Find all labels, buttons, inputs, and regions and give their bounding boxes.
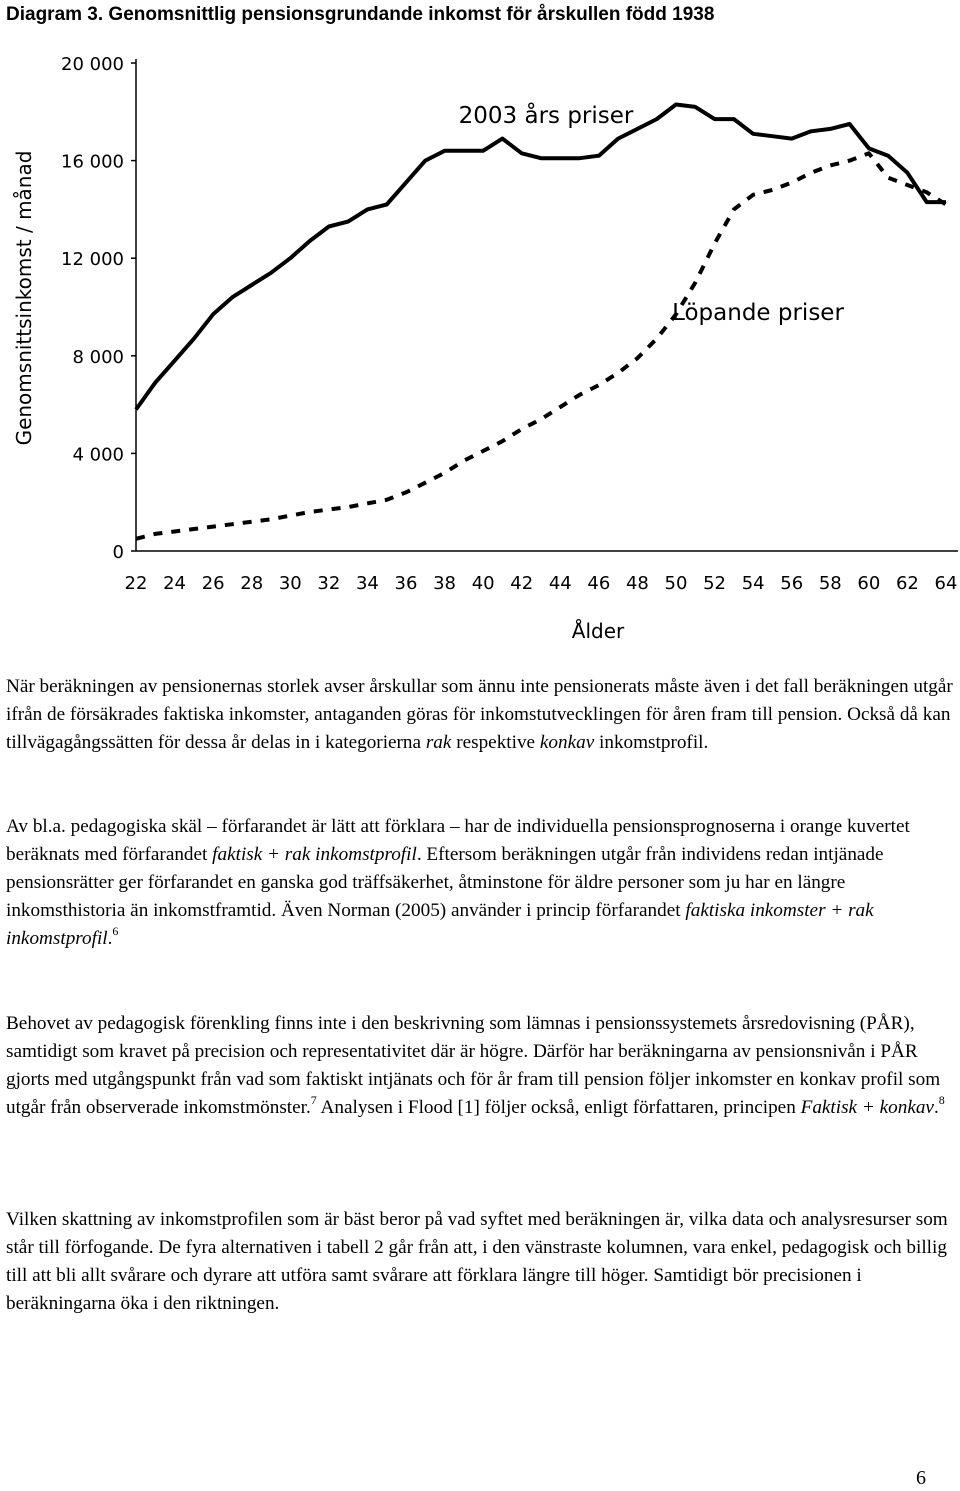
x-tick-label: 30 <box>278 573 302 594</box>
x-tick-label: 52 <box>703 573 727 594</box>
p2-emphasis-2: faktiska inkomster + rak inkomstprofil <box>6 900 874 949</box>
x-axis-label: Ålder <box>571 619 625 643</box>
series-label-current-prices: Löpande priser <box>672 300 844 326</box>
y-tick-label: 20 000 <box>61 54 124 75</box>
p1-emphasis-rak: rak <box>425 732 452 753</box>
x-tick-label: 36 <box>394 573 418 594</box>
y-tick-label: 12 000 <box>61 249 124 271</box>
p3-text-3: . <box>933 1097 939 1118</box>
x-tick-label: 38 <box>433 573 457 594</box>
p1-emphasis-konkav: konkav <box>539 732 595 753</box>
y-tick-label: 8 000 <box>72 346 124 368</box>
x-tick-label: 50 <box>664 573 688 594</box>
figure-caption: Diagram 3. Genomsnittlig pensionsgrundande inkomst för årskullen född 1938 <box>6 4 715 25</box>
x-tick-label: 24 <box>163 573 187 594</box>
series-line-current-prices <box>136 153 946 539</box>
footnote-ref-7: 7 <box>310 1092 317 1107</box>
x-tick-label: 60 <box>857 573 881 594</box>
y-axis-label: Genomsnittsinkomst / månad <box>12 150 36 446</box>
x-tick-label: 56 <box>780 573 804 594</box>
x-tick-label: 54 <box>741 573 765 594</box>
x-tick-label: 44 <box>548 573 572 594</box>
footnote-ref-6: 6 <box>112 923 119 938</box>
x-tick-label: 58 <box>818 573 842 594</box>
x-tick-label: 28 <box>240 573 264 594</box>
x-tick-label: 22 <box>124 573 148 594</box>
p1-text-3: inkomstprofil. <box>594 732 709 753</box>
p2-text-2: . Eftersom beräkningen utgår från individens redan intjänade pensionsrätter ger förfarandet en ganska god träffsäkerhet, åtminstone för äldre personer som ju har en längre inkomsthistoria än inkomstframtid. Även Norman (2005) använder i princip förfarandet <box>6 844 884 921</box>
income-line-chart <box>0 40 960 652</box>
p3-text-1: Behovet av pedagogisk förenkling finns inte i den beskrivning som lämnas i pensionssystemets årsredovisning (PÅR), samtidigt som kravet på precision och representativitet där är högre. Därför har beräkningarna av pensionsnivån i PÅR gjorts med utgångspunkt från vad som faktiskt intjänats och för år fram till pension följer inkomster en konkav profil som utgår från observerade inkomstmönster. <box>6 1013 941 1118</box>
y-tick-label: 16 000 <box>61 151 124 173</box>
x-tick-label: 32 <box>317 573 341 594</box>
p3-emphasis-1: Faktisk + konkav <box>800 1097 934 1118</box>
x-tick-label: 64 <box>934 573 958 594</box>
x-tick-label: 48 <box>625 573 649 594</box>
paragraph-par <box>6 1010 956 1122</box>
p4-text-1: Vilken skattning av inkomstprofilen som är bäst beror på vad syftet med beräkningen är, vilka data och analysresurser som står till förfogande. De fyra alternativen i tabell 2 går från att, i den vänstraste kolumnen, vara enkel, pedagogisk och billig till att bli allt svårare och dyrare att utföra samt svårare att förklara längre till höger. Samtidigt bör precisionen i beräkningarna öka i den riktningen. <box>6 1209 948 1314</box>
x-tick-label: 26 <box>201 573 225 594</box>
chart-text <box>12 54 957 643</box>
p2-text-3: . <box>107 928 113 949</box>
x-tick-label: 46 <box>587 573 611 594</box>
series-line-2003-prices <box>136 105 946 410</box>
x-tick-label: 40 <box>471 573 495 594</box>
series-label-2003-prices: 2003 års priser <box>458 103 634 129</box>
p2-text-1: Av bl.a. pedagogiska skäl – förfarandet är lätt att förklara – har de individuella pensionsprognoserna i orange kuvertet beräknats med förfarandet <box>6 816 910 865</box>
y-tick-label: 4 000 <box>72 444 124 466</box>
paragraph-inkomstprofil <box>6 673 956 757</box>
paragraph-skattning <box>6 1206 956 1318</box>
x-tick-label: 42 <box>510 573 534 594</box>
paragraph-pedagogiska-skal <box>6 813 956 953</box>
p1-text-2: respektive <box>451 732 540 753</box>
y-tick-label: 0 <box>112 542 124 563</box>
p2-emphasis-1: faktisk + rak inkomstprofil <box>212 844 417 865</box>
p3-text-2: Analysen i Flood [1] följer också, enligt författaren, principen <box>316 1097 801 1118</box>
page-number: 6 <box>916 1467 926 1489</box>
p1-text-1: När beräkningen av pensionernas storlek avser årskullar som ännu inte pensionerats måste även i det fall beräkningen utgår ifrån de försäkrades faktiska inkomster, antaganden göras för inkomstutvecklingen för åren fram till pension. Också då kan tillvägagångssätten för dessa år delas in i kategorierna <box>6 676 953 753</box>
x-tick-label: 34 <box>355 573 379 594</box>
x-tick-label: 62 <box>895 573 919 594</box>
footnote-ref-8: 8 <box>938 1092 945 1107</box>
